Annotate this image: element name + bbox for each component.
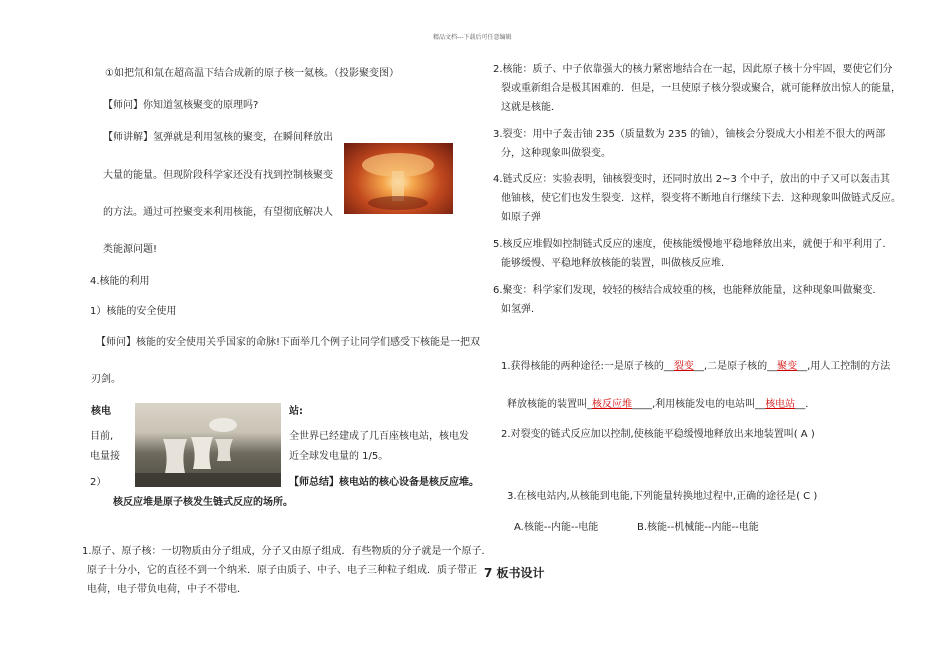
text-fragment: 全世界已经建成了几百座核电站，核电发 [289, 431, 469, 442]
subsection-heading: 1）核能的安全使用 [90, 306, 177, 317]
text-line: 【师总结】核电站的核心设备是核反应堆。 [289, 477, 479, 488]
text-line: 裂或重新组合是极其困难的．但是，一旦使原子核分裂或聚合，就可能释放出惊人的能量， [501, 83, 901, 94]
text-line: 分，这种现象叫做裂变。 [501, 148, 611, 159]
text-line: 6.聚变：科学家们发现，较轻的核结合成较重的核，也能释放能量，这种现象叫做聚变． [493, 285, 883, 296]
text-fragment: 核电 [91, 406, 111, 417]
question-text: ____,利用核能发电的电站叫__ [632, 399, 766, 410]
text-line: 如氢弹． [501, 304, 541, 315]
question-text: 1.获得核能的两种途径:一是原子核的__ [501, 361, 674, 372]
text-line: 【师问】你知道氢核聚变的原理吗? [103, 100, 259, 111]
text-line: 大量的能量。但现阶段科学家还没有找到控制核聚变 [103, 170, 333, 181]
section-heading: 4.核能的利用 [90, 276, 150, 287]
text-line: 5.核反应堆假如控制链式反应的速度，使核能缓慢地平稳地释放出来，就便于和平利用了． [493, 239, 893, 250]
answer-reactor: 核反应堆 [592, 399, 632, 410]
text-line: 电荷，电子带负电荷，中子不带电． [87, 584, 247, 595]
text-line: 2.核能：质子、中子依靠强大的核力紧密地结合在一起，因此原子核十分牢固，要使它们分 [493, 64, 893, 75]
answer-fusion: 聚变 [777, 361, 798, 372]
text-line: 原子十分小，它的直径不到一个纳米．原子由质子、中子、电子三种粒子组成．质子带正 [87, 565, 477, 576]
text-line: 4.链式反应：实验表明，铀核裂变时，还同时放出 2~3 个中子，放出的中子又可以轰击其 [493, 174, 891, 185]
text-line: 类能源问题! [103, 244, 158, 255]
text-line: 的方法。通过可控聚变来利用核能，有望彻底解决人 [103, 207, 333, 218]
text-fragment: 站: [289, 406, 303, 417]
text-line: 核反应堆是原子核发生链式反应的场所。 [113, 497, 293, 508]
text-fragment: 目前, [90, 431, 114, 442]
answer-fission: 裂变 [673, 361, 694, 372]
text-line: 【师问】核能的安全使用关乎国家的命脉!下面举几个例子让同学们感受下核能是一把双 [96, 337, 481, 348]
text-fragment: 电量接 [90, 451, 120, 462]
question-text: __,二是原子核的__ [693, 361, 778, 372]
text-line: 能够缓慢、平稳地释放核能的装置，叫做核反应堆． [501, 258, 731, 269]
question-text: 释放核能的装置叫_ [507, 399, 592, 410]
question-1 [501, 360, 890, 374]
text-line: 1.原子、原子核：一切物质由分子组成，分子又由原子组成．有些物质的分子就是一个原子． [82, 546, 492, 557]
text-fragment: 近全球发电量的 1/5。 [289, 451, 389, 462]
text-line: ①如把氘和氚在超高温下结合成新的原子核一氦核。（投影聚变图） [105, 68, 399, 79]
nuclear-plant-image [135, 403, 281, 487]
text-line: 这就是核能． [501, 102, 561, 113]
text-line: 【师讲解】氢弹就是利用氢核的聚变，在瞬间释放出 [103, 132, 333, 143]
question-text: __． [795, 399, 816, 410]
hydrogen-bomb-image [344, 143, 453, 214]
text-line: 他铀核，使它们也发生裂变．这样，裂变将不断地自行继续下去．这种现象叫做链式反应。 [501, 193, 901, 204]
question-text: __,用人工控制的方法 [797, 361, 891, 372]
section-heading-board-design: 7 板书设计 [484, 566, 545, 580]
question-3: 3.在核电站内,从核能到电能,下列能量转换地过程中,正确的途径是( C ) [507, 491, 818, 502]
text-line: 刃剑。 [91, 374, 121, 385]
text-line: 如原子弹 [501, 212, 541, 223]
option-b: B.核能--机械能--内能--电能 [637, 522, 759, 533]
question-2: 2.对裂变的链式反应加以控制,使核能平稳缓慢地释放出来地装置叫( A ) [501, 429, 815, 440]
page-header: 精品文档---下载后可任意编辑 [433, 34, 512, 41]
answer-power-plant: 核电站 [765, 399, 796, 410]
text-fragment: 2） [90, 477, 107, 488]
question-1-continued [507, 398, 815, 412]
option-a: A.核能--内能--电能 [514, 522, 599, 533]
text-line: 3.裂变：用中子轰击铀 235（质量数为 235 的铀），铀核会分裂成大小相差不很大的两部 [493, 129, 886, 140]
